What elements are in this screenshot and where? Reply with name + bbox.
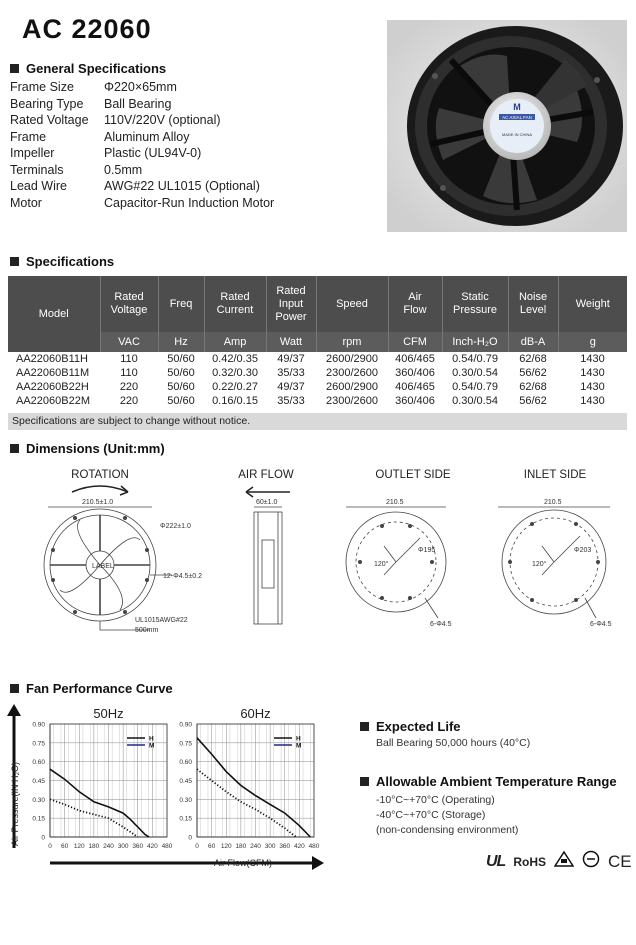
general-spec-row (10, 130, 189, 144)
inlet-holes-dim: 6-Φ4.5 (590, 621, 612, 628)
y-tick-label: 0.15 (32, 815, 45, 823)
chart-title: 60Hz (240, 706, 271, 721)
general-spec-value: 0.5mm (104, 162, 143, 177)
rohs-mark: RoHS (513, 854, 546, 869)
front-holes-dim: 12-Φ4.5±0.2 (163, 573, 203, 580)
certifications (486, 850, 632, 873)
general-spec-value: Aluminum Alloy (104, 129, 190, 144)
table-cell: 0.54/0.79 (452, 381, 498, 393)
col-header-input-power: Rated Input Power (266, 276, 316, 332)
x-tick-label: 60 (208, 843, 216, 850)
table-row (8, 394, 627, 408)
performance-chart-area (0, 700, 350, 875)
x-tick-label: 420 (146, 843, 158, 850)
y-tick-label: 0.45 (179, 778, 192, 785)
table-cell: 50/60 (167, 367, 195, 379)
outlet-angle-dim: 120° (374, 561, 389, 568)
general-spec-row (10, 163, 142, 177)
general-spec-row (10, 179, 260, 193)
col-header-static-pressure: Static Pressure (442, 276, 508, 332)
table-cell: 50/60 (167, 353, 195, 365)
front-label-text: LABEL (92, 563, 114, 570)
x-tick-label: 0 (48, 843, 52, 850)
table-cell: 1430 (580, 395, 605, 407)
inlet-angle-dim: 120° (532, 561, 547, 568)
x-tick-label: 120 (220, 843, 232, 850)
bullet-square-icon (10, 444, 19, 453)
table-cell: 62/68 (519, 381, 547, 393)
chart-title: 50Hz (93, 706, 124, 721)
col-header-freq: Freq (158, 276, 204, 332)
general-spec-heading (10, 61, 166, 76)
col-header-weight: Weight (558, 276, 627, 332)
dimensions-heading (10, 441, 165, 456)
performance-heading-text: Fan Performance Curve (26, 681, 173, 696)
col-header-speed: Speed (316, 276, 388, 332)
outlet-width-dim: 210.5 (386, 499, 404, 506)
series-line-H (197, 735, 310, 837)
general-spec-value: 110V/220V (optional) (104, 113, 221, 127)
table-cell: 56/62 (519, 367, 547, 379)
expected-life-text: Ball Bearing 50,000 hours (40°C) (376, 737, 531, 749)
spec-table-body (8, 352, 627, 408)
model-cell: AA22060B11M (16, 367, 90, 379)
general-spec-value: Ball Bearing (104, 96, 172, 111)
performance-heading (10, 681, 173, 696)
front-diameter-dim: Φ222±1.0 (160, 523, 191, 530)
general-spec-row (10, 80, 177, 94)
table-cell: 56/62 (519, 395, 547, 407)
x-tick-label: 120 (73, 843, 85, 850)
chart-50hz (32, 706, 172, 850)
dimensions-heading-text: Dimensions (Unit:mm) (26, 441, 165, 456)
general-spec-key: Lead Wire (10, 179, 67, 193)
fan-illustration (387, 20, 627, 232)
table-cell: 0.32/0.30 (212, 367, 258, 379)
outlet-holes-dim: 6-Φ4.5 (430, 621, 452, 628)
inlet-side-label: INLET SIDE (523, 469, 587, 481)
col-header-rated-current: Rated Current (204, 276, 266, 332)
general-spec-key: Frame Size (10, 80, 74, 94)
x-tick-label: 180 (88, 843, 100, 850)
table-cell: 2600/2900 (326, 353, 378, 365)
y-tick-label: 0.15 (179, 815, 192, 823)
general-spec-key: Bearing Type (10, 96, 84, 111)
units-row (8, 332, 627, 352)
table-cell: 0.16/0.15 (212, 395, 258, 407)
general-spec-key: Terminals (10, 162, 64, 177)
table-cell: 35/33 (277, 367, 305, 379)
table-cell: 406/465 (395, 381, 435, 393)
temperature-operating: -10°C~+70°C (Operating) (376, 794, 495, 806)
spec-note: Specifications are subject to change without notice. (8, 413, 627, 430)
table-cell: 1430 (580, 353, 605, 365)
table-row (8, 352, 627, 366)
dimension-drawings (0, 480, 636, 640)
inlet-pcd-dim: Φ203 (574, 547, 592, 554)
x-tick-label: 480 (308, 843, 320, 850)
airflow-label: AIR FLOW (238, 469, 294, 481)
model-cell: AA22060B22H (16, 381, 89, 393)
table-cell: 50/60 (167, 381, 195, 393)
unit-cell: Amp (204, 332, 266, 352)
spec-table (8, 276, 627, 408)
unit-cell: Hz (158, 332, 204, 352)
y-axis-label: Air Pressure(IN H₂O) (10, 761, 20, 846)
approval-circle-icon (582, 850, 600, 873)
general-spec-row (10, 113, 221, 127)
unit-cell: rpm (316, 332, 388, 352)
fan-label-text: AC AXIAL FAN (502, 115, 532, 120)
y-tick-label: 0.30 (179, 796, 192, 804)
table-cell: 1430 (580, 381, 605, 393)
front-wire-spec: UL1015AWG#22 (135, 617, 188, 624)
y-tick-label: 0.45 (32, 778, 45, 785)
y-tick-label: 0.75 (32, 740, 45, 748)
outlet-pcd-dim: Φ195 (418, 547, 436, 554)
model-cell: AA22060B22M (16, 395, 90, 407)
legend-label-H: H (149, 735, 154, 743)
table-cell: 0.54/0.79 (452, 353, 498, 365)
expected-life-heading-text: Expected Life (376, 719, 461, 734)
front-width-dim: 210.5±1.0 (82, 499, 114, 506)
general-spec-value: AWG#22 UL1015 (Optional) (104, 179, 260, 193)
table-cell: 49/37 (277, 381, 305, 393)
general-spec-heading-text: General Specifications (26, 61, 167, 76)
page-title: AC 22060 (22, 14, 152, 44)
table-cell: 220 (119, 395, 139, 407)
x-tick-label: 240 (250, 843, 261, 850)
bullet-square-icon (10, 257, 19, 266)
table-cell: 406/465 (395, 353, 435, 365)
legend-label-H: H (296, 735, 301, 743)
legend-label-M: M (149, 742, 155, 750)
general-spec-row (10, 196, 274, 210)
unit-cell: Inch-H₂O (442, 332, 508, 352)
unit-cell: CFM (388, 332, 442, 352)
y-tick-label: 0.60 (32, 759, 45, 767)
rotation-label: ROTATION (71, 469, 129, 481)
ce-mark: CE (608, 851, 632, 871)
table-cell: 360/406 (395, 367, 435, 379)
table-cell: 0.42/0.35 (212, 353, 258, 365)
specs-heading-text: Specifications (26, 254, 115, 269)
table-cell: 1430 (580, 367, 605, 379)
general-spec-value: Capacitor-Run Induction Motor (104, 195, 275, 210)
col-header-model: Model (8, 276, 100, 352)
temperature-heading (360, 774, 617, 789)
y-tick-label: 0.90 (32, 721, 45, 729)
x-tick-label: 240 (103, 843, 114, 850)
table-cell: 35/33 (277, 395, 305, 407)
table-row (8, 366, 627, 380)
table-cell: 2300/2600 (326, 395, 378, 407)
general-spec-key: Impeller (10, 146, 55, 160)
table-cell: 50/60 (167, 395, 195, 407)
side-depth-dim: 60±1.0 (256, 499, 278, 506)
general-spec-key: Frame (10, 129, 47, 144)
ul-mark-icon: UL (486, 852, 506, 870)
temperature-heading-text: Allowable Ambient Temperature Range (376, 774, 617, 789)
inlet-width-dim: 210.5 (544, 499, 562, 506)
table-cell: 110 (120, 353, 138, 365)
col-header-air-flow: Air Flow (388, 276, 442, 332)
model-cell: AA22060B11H (16, 353, 88, 365)
table-cell: 0.22/0.27 (212, 381, 258, 393)
general-spec-key: Rated Voltage (10, 113, 89, 127)
y-tick-label: 0 (41, 834, 45, 842)
expected-life-heading (360, 719, 461, 734)
x-tick-label: 420 (293, 843, 305, 850)
bullet-square-icon (360, 777, 369, 786)
x-tick-label: 60 (61, 843, 69, 850)
chart-60hz (179, 706, 319, 850)
general-spec-value: Φ220×65mm (104, 80, 177, 94)
temperature-note: (non-condensing environment) (376, 824, 519, 836)
fan-photo (387, 20, 627, 232)
y-tick-label: 0 (188, 834, 192, 842)
table-cell: 220 (119, 381, 139, 393)
table-cell: 2300/2600 (326, 367, 378, 379)
x-tick-label: 360 (132, 843, 144, 850)
general-spec-row (10, 97, 171, 111)
general-spec-value: Plastic (UL94V-0) (104, 146, 202, 160)
outlet-side-label: OUTLET SIDE (375, 469, 451, 481)
table-cell: 62/68 (519, 353, 547, 365)
y-tick-label: 0.75 (179, 740, 192, 748)
tuv-triangle-icon (554, 851, 574, 872)
x-tick-label: 360 (279, 843, 291, 850)
front-wire-length: 500mm (135, 627, 159, 634)
table-cell: 0.30/0.54 (452, 395, 498, 407)
unit-cell: dB-A (508, 332, 558, 352)
bullet-square-icon (360, 722, 369, 731)
svg-text:M: M (513, 102, 521, 112)
table-cell: 110 (120, 367, 138, 379)
bullet-square-icon (10, 684, 19, 693)
col-header-rated-voltage: Rated Voltage (100, 276, 158, 332)
unit-cell: VAC (100, 332, 158, 352)
temperature-storage: -40°C~+70°C (Storage) (376, 809, 486, 821)
x-tick-label: 0 (195, 843, 199, 850)
x-tick-label: 480 (161, 843, 173, 850)
table-cell: 49/37 (277, 353, 305, 365)
bullet-square-icon (10, 64, 19, 73)
table-cell: 0.30/0.54 (452, 367, 498, 379)
table-cell: 2600/2900 (326, 381, 378, 393)
table-row (8, 380, 627, 394)
fan-label-made: MADE IN CHINA (501, 132, 533, 137)
unit-cell: g (558, 332, 627, 352)
y-tick-label: 0.60 (179, 759, 192, 767)
specs-heading (10, 254, 114, 269)
general-spec-row (10, 146, 201, 160)
y-tick-label: 0.30 (32, 796, 45, 804)
general-spec-key: Motor (10, 195, 42, 210)
unit-cell: Watt (266, 332, 316, 352)
x-tick-label: 180 (235, 843, 247, 850)
x-tick-label: 300 (264, 843, 276, 850)
x-axis-label: Air Flow(CFM) (214, 858, 272, 868)
table-cell: 360/406 (395, 395, 435, 407)
x-tick-label: 300 (117, 843, 129, 850)
y-tick-label: 0.90 (179, 721, 192, 729)
col-header-noise-level: Noise Level (508, 276, 558, 332)
legend-label-M: M (296, 742, 302, 750)
